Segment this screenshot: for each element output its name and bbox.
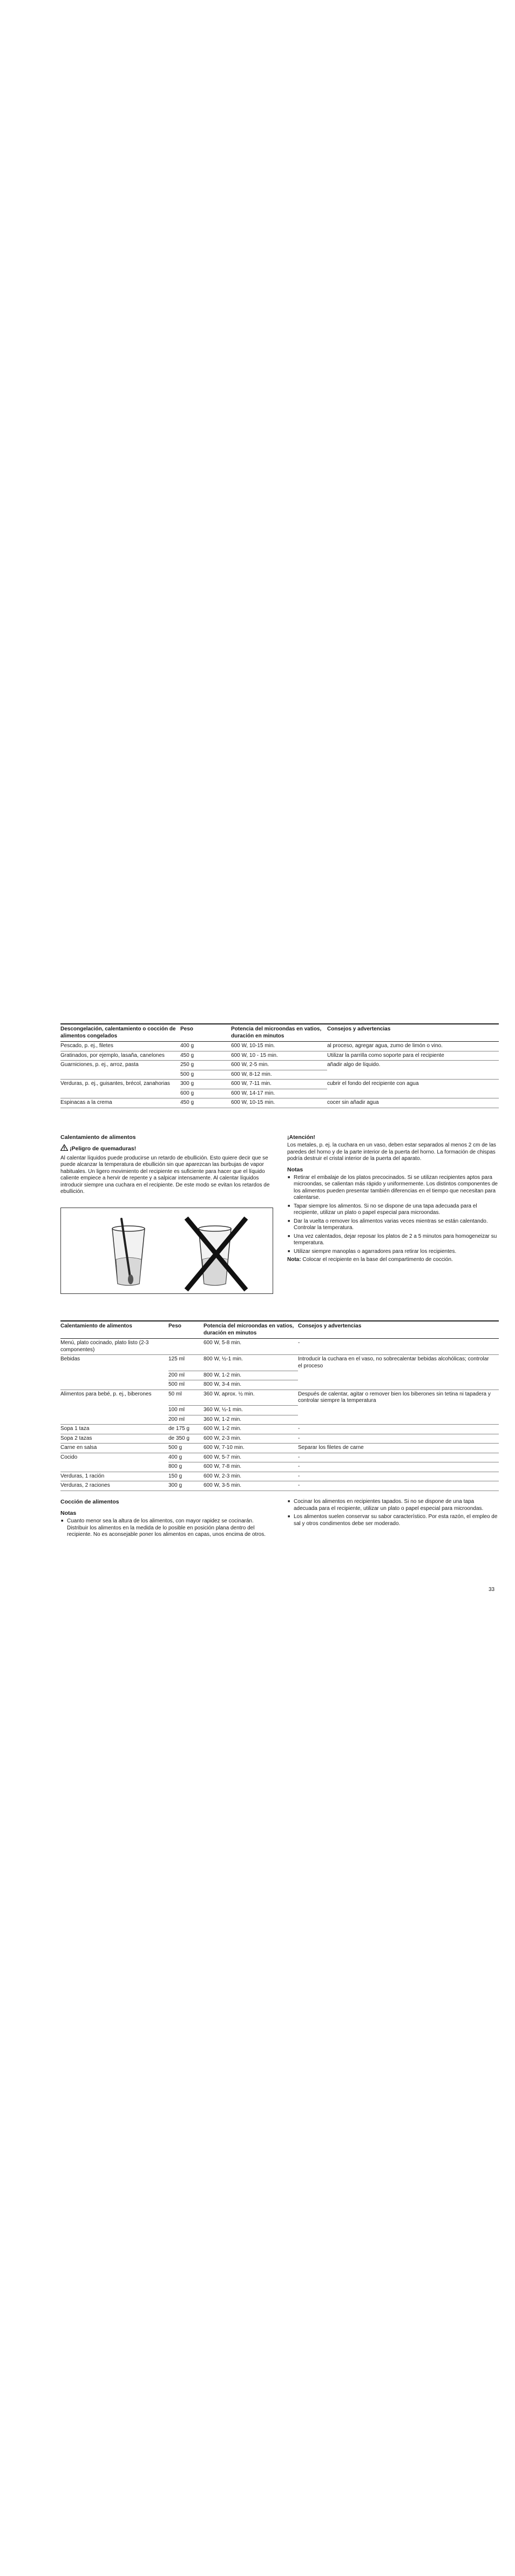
frozen-food-table xyxy=(60,1023,499,1108)
table-cell: cubrir el fondo del recipiente con agua xyxy=(327,1080,499,1089)
header-cell: Consejos y advertencias xyxy=(298,1321,499,1339)
table-cell: Pescado, p. ej., filetes xyxy=(60,1042,180,1051)
notes-list xyxy=(287,1175,499,1256)
cooking-notes-list-left xyxy=(60,1518,272,1539)
table-cell: 600 W, 5-7 min. xyxy=(204,1453,298,1462)
heating-section xyxy=(60,1134,272,1197)
table-cell: 600 W, 2-5 min. xyxy=(231,1061,327,1070)
table-cell: 360 W, aprox. ½ min. xyxy=(204,1390,298,1406)
reheating-table xyxy=(60,1320,499,1491)
table-row xyxy=(60,1434,499,1444)
table-cell: - xyxy=(298,1472,499,1481)
table-cell: 800 g xyxy=(168,1462,204,1472)
table-cell: 100 ml xyxy=(168,1406,204,1415)
table-row xyxy=(60,1089,499,1098)
table-row xyxy=(60,1061,499,1070)
table-cell: Separar los filetes de carne xyxy=(298,1444,499,1453)
table-cell xyxy=(327,1089,499,1098)
table-row xyxy=(60,1406,499,1415)
cooking-section-left xyxy=(60,1499,272,1540)
table-row xyxy=(60,1453,499,1462)
table-cell xyxy=(60,1371,168,1380)
table-cell: 450 g xyxy=(180,1051,231,1061)
table-cell: Después de calentar, agitar o remover bien los biberones sin tetina ni tapadera y controlar siempre la temperatura xyxy=(298,1390,499,1406)
cooking-notes-title: Notas xyxy=(60,1510,77,1517)
table-row xyxy=(60,1380,499,1390)
table-cell: - xyxy=(298,1462,499,1472)
table-header xyxy=(60,1321,499,1339)
table-cell xyxy=(298,1415,499,1425)
table-cell xyxy=(60,1462,168,1472)
table-cell: Guarniciones, p. ej., arroz, pasta xyxy=(60,1061,180,1070)
table-cell: 200 ml xyxy=(168,1371,204,1380)
table-cell: 600 W, 14-17 min. xyxy=(231,1089,327,1098)
table-cell: 600 W, 1-2 min. xyxy=(204,1425,298,1434)
table-cell: 125 ml xyxy=(168,1355,204,1371)
table-row xyxy=(60,1415,499,1425)
table-cell: de 350 g xyxy=(168,1434,204,1444)
attention-section xyxy=(287,1134,499,1265)
list-item: ■ Tapar siempre los alimentos. Si no se dispone de una tapa adecuada para el recipiente, utilizar un plato o papel especial para microondas. xyxy=(294,1203,499,1217)
table-cell: Gratinados, por ejemplo, lasaña, canelones xyxy=(60,1051,180,1061)
list-item: ■ Cuanto menor sea la altura de los alimentos, con mayor rapidez se cocinarán. Distribuir los alimentos en la medida de lo posible en posición plana dentro del recipiente. No es aconsejable poner los alimentos en capas, unos encima de otros. xyxy=(67,1518,272,1539)
list-item: ■ Retirar el embalaje de los platos precocinados. Si se utilizan recipientes aptos para microondas, se calientan más rápido y uniformemente. Los distintos componentes de los alimentos pueden presentar también diferencias en el tiempo que necesitan para calentarse. xyxy=(294,1175,499,1202)
table-row xyxy=(60,1481,499,1491)
spoon-in-glass-figure xyxy=(60,1208,273,1294)
table-cell: 600 W, 7-8 min. xyxy=(204,1462,298,1472)
table-cell xyxy=(60,1406,168,1415)
table-cell: 360 W, 1-2 min. xyxy=(204,1415,298,1425)
page-number: 33 xyxy=(489,1587,495,1593)
table-cell: - xyxy=(298,1481,499,1491)
table-cell: 600 W, 10-15 min. xyxy=(231,1042,327,1051)
table-cell: al proceso, agregar agua, zumo de limón o vino. xyxy=(327,1042,499,1051)
table-cell: Espinacas a la crema xyxy=(60,1098,180,1108)
table-cell: 500 ml xyxy=(168,1380,204,1390)
section-title: Calentamiento de alimentos xyxy=(60,1134,136,1141)
table-cell: 600 W, 7-11 min. xyxy=(231,1080,327,1089)
table-cell xyxy=(60,1070,180,1080)
glass-with-spoon-icon xyxy=(112,1219,145,1285)
table-cell: Utilizar la parrilla como soporte para el recipiente xyxy=(327,1051,499,1061)
table-cell xyxy=(60,1415,168,1425)
note-label: Nota: xyxy=(287,1257,301,1263)
header-cell: Potencia del microondas en vatios, duración en minutos xyxy=(204,1321,298,1339)
table-cell: Verduras, 2 raciones xyxy=(60,1481,168,1491)
table-cell: 600 W, 10 - 15 min. xyxy=(231,1051,327,1061)
list-item: ■ Los alimentos suelen conservar su sabor característico. Por esta razón, el empleo de sal y otros condimentos debe ser moderado. xyxy=(294,1514,499,1527)
warning-text: Al calentar líquidos puede producirse un retardo de ebullición. Esto quiere decir que se puede alcanzar la temperatura de ebullición sin que aparezcan las burbujas de vapor habituales. Un ligero movimiento del recipiente es suficiente para hacer que el líquido caliente empiece a hervir de repente y a salpicar intensamente. Al calentar líquidos introducir siempre una cuchara en el recipiente. De este modo se evitan los retardos de ebullición. xyxy=(60,1155,270,1195)
table-row xyxy=(60,1444,499,1453)
header-cell: Consejos y advertencias xyxy=(327,1024,499,1042)
table-cell xyxy=(298,1406,499,1415)
table-cell: Cocido xyxy=(60,1453,168,1462)
attention-title: ¡Atención! xyxy=(287,1134,315,1141)
warning-triangle-icon xyxy=(60,1144,68,1154)
list-item: ■ Cocinar los alimentos en recipientes tapados. Si no se dispone de una tapa adecuada para el recipiente, utilizar un plato o papel especial para microondas. xyxy=(294,1499,499,1512)
table-cell: 600 W, 2-3 min. xyxy=(204,1434,298,1444)
table-cell: 400 g xyxy=(180,1042,231,1051)
table-row xyxy=(60,1462,499,1472)
table-cell: Alimentos para bebé, p. ej., biberones xyxy=(60,1390,168,1406)
cooking-title: Cocción de alimentos xyxy=(60,1499,119,1505)
table-cell: Verduras, 1 ración xyxy=(60,1472,168,1481)
table-cell xyxy=(327,1070,499,1080)
table-cell: 600 W, 3-5 min. xyxy=(204,1481,298,1491)
table-cell: 50 ml xyxy=(168,1390,204,1406)
note-text: Colocar el recipiente en la base del compartimento de cocción. xyxy=(302,1257,453,1263)
table-cell xyxy=(60,1089,180,1098)
glass-without-spoon-icon xyxy=(188,1220,245,1288)
cooking-notes-list-right xyxy=(287,1499,499,1527)
header-cell: Descongelación, calentamiento o cocción de alimentos congelados xyxy=(60,1024,180,1042)
attention-text: Los metales, p. ej. la cuchara en un vaso, deben estar separados al menos 2 cm de las paredes del horno y de la parte interior de la puerta del horno. La formación de chispas podría destruir el cristal interior de la puerta del aparato. xyxy=(287,1142,496,1162)
header-cell: Potencia del microondas en vatios, duración en minutos xyxy=(231,1024,327,1042)
table-cell: Verduras, p. ej., guisantes, brécol, zanahorias xyxy=(60,1080,180,1089)
table-cell: Introducir la cuchara en el vaso, no sobrecalentar bebidas alcohólicas; controlar el proceso xyxy=(298,1355,499,1371)
table-row xyxy=(60,1371,499,1380)
table-cell: 360 W, ½-1 min. xyxy=(204,1406,298,1415)
table-cell: Sopa 1 taza xyxy=(60,1425,168,1434)
table-cell: 800 W, ½-1 min. xyxy=(204,1355,298,1371)
cooking-section-right xyxy=(287,1499,499,1529)
table-cell: - xyxy=(298,1425,499,1434)
table-cell: 400 g xyxy=(168,1453,204,1462)
table-cell: 600 g xyxy=(180,1089,231,1098)
table-cell xyxy=(298,1371,499,1380)
table-cell: 300 g xyxy=(180,1080,231,1089)
table-header xyxy=(60,1024,499,1042)
table-cell: 600 W, 7-10 min. xyxy=(204,1444,298,1453)
table-row xyxy=(60,1425,499,1434)
header-cell: Peso xyxy=(180,1024,231,1042)
table-row xyxy=(60,1355,499,1371)
table-cell: 600 W, 5-8 min. xyxy=(204,1339,298,1355)
table-cell: - xyxy=(298,1339,499,1355)
table-cell: 800 W, 3-4 min. xyxy=(204,1380,298,1390)
table-cell: 600 W, 8-12 min. xyxy=(231,1070,327,1080)
warning-title: ¡Peligro de quemaduras! xyxy=(70,1145,137,1152)
table-row xyxy=(60,1070,499,1080)
note-line xyxy=(287,1257,499,1264)
table-row xyxy=(60,1390,499,1406)
table-cell: Carne en salsa xyxy=(60,1444,168,1453)
list-item: ■ Dar la vuelta o remover los alimentos varias veces mientras se están calentando. Controlar la temperatura. xyxy=(294,1218,499,1232)
table-cell: 300 g xyxy=(168,1481,204,1491)
table-cell xyxy=(60,1380,168,1390)
table-cell: 500 g xyxy=(180,1070,231,1080)
table-cell: Bebidas xyxy=(60,1355,168,1371)
header-cell: Calentamiento de alimentos xyxy=(60,1321,168,1339)
table-row xyxy=(60,1042,499,1051)
table-cell: - xyxy=(298,1453,499,1462)
warning-heading xyxy=(60,1144,272,1154)
table-row xyxy=(60,1080,499,1089)
table-row xyxy=(60,1098,499,1108)
table-cell: - xyxy=(298,1434,499,1444)
table-row xyxy=(60,1472,499,1481)
table-cell: añadir algo de líquido. xyxy=(327,1061,499,1070)
list-item: ■ Utilizar siempre manoplas o agarradores para retirar los recipientes. xyxy=(294,1249,499,1256)
table-cell xyxy=(298,1380,499,1390)
table-row xyxy=(60,1051,499,1061)
list-item: ■ Una vez calentados, dejar reposar los platos de 2 a 5 minutos para homogeneizar su temperatura. xyxy=(294,1233,499,1247)
header-cell: Peso xyxy=(168,1321,204,1339)
notes-title: Notas xyxy=(287,1166,303,1173)
table-cell: 500 g xyxy=(168,1444,204,1453)
table-cell: 600 W, 2-3 min. xyxy=(204,1472,298,1481)
table-cell: 250 g xyxy=(180,1061,231,1070)
table-cell xyxy=(168,1339,204,1355)
table-cell: de 175 g xyxy=(168,1425,204,1434)
table-cell: 200 ml xyxy=(168,1415,204,1425)
table-row xyxy=(60,1339,499,1355)
table-cell: cocer sin añadir agua xyxy=(327,1098,499,1108)
table-cell: 150 g xyxy=(168,1472,204,1481)
table-cell: 600 W, 10-15 min. xyxy=(231,1098,327,1108)
table-cell: Menú, plato cocinado, plato listo (2-3 componentes) xyxy=(60,1339,168,1355)
table-cell: Sopa 2 tazas xyxy=(60,1434,168,1444)
table-cell: 800 W, 1-2 min. xyxy=(204,1371,298,1380)
table-cell: 450 g xyxy=(180,1098,231,1108)
